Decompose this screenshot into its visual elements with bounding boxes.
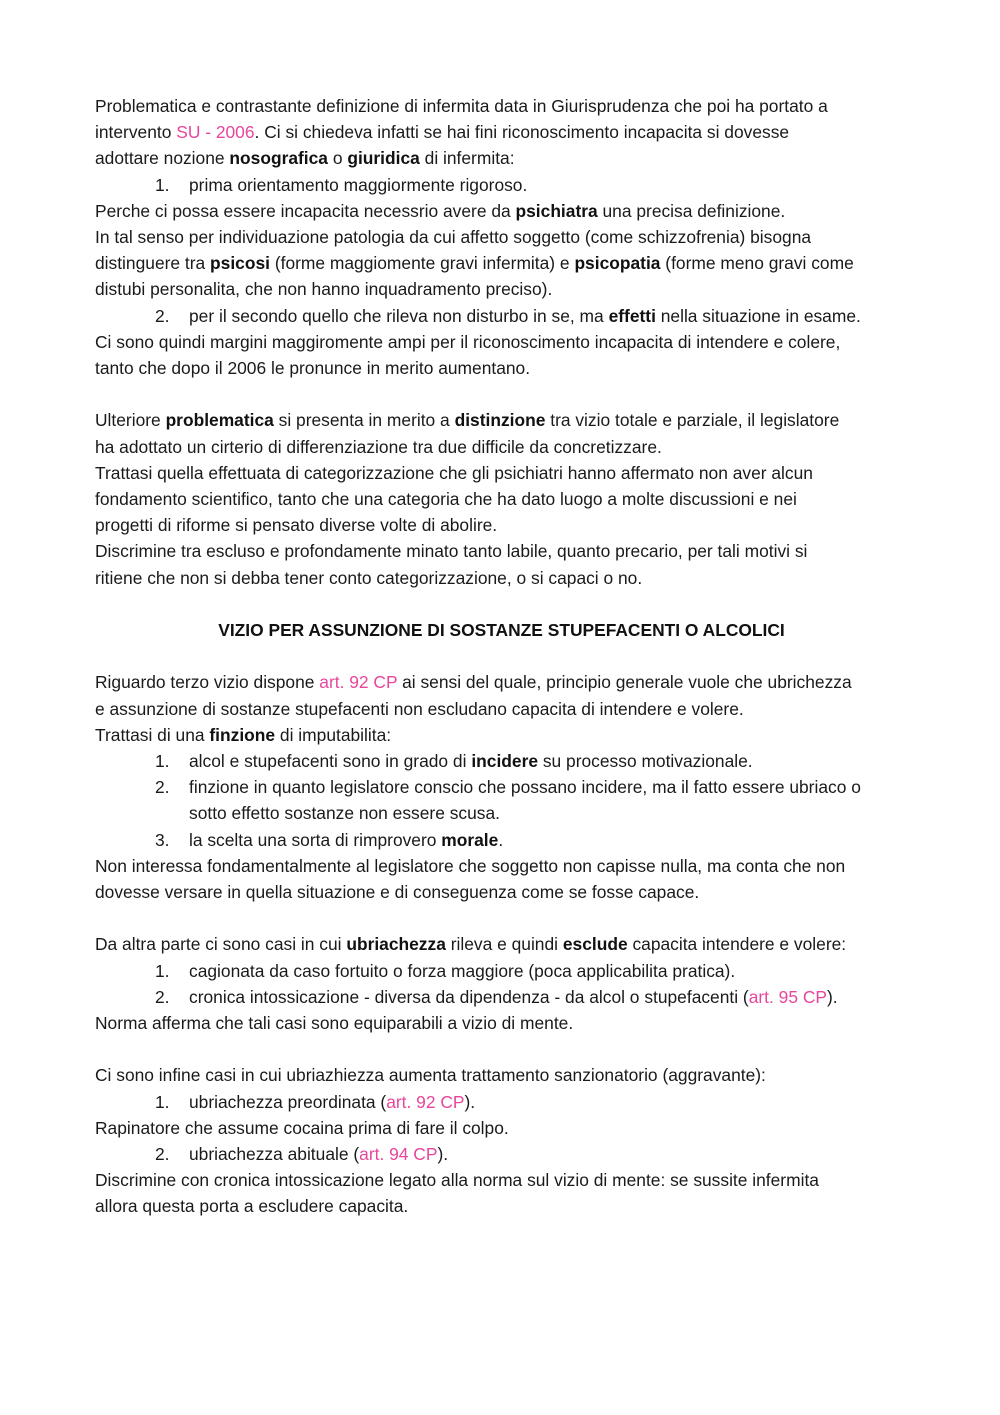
list-number: 2. xyxy=(155,1144,170,1165)
bold-term: psichiatra xyxy=(515,200,598,221)
list-number: 2. xyxy=(155,777,170,798)
list-item: 1. alcol e stupefacenti sono in grado di incidere su processo motivazionale. xyxy=(95,748,910,774)
blank-line xyxy=(95,905,910,931)
bold-term: incidere xyxy=(471,751,539,772)
text-line: adottare nozione nosografica o giuridica di infermita: xyxy=(95,148,515,169)
law-reference: art. 94 CP xyxy=(359,1144,438,1165)
text-line: Ci sono quindi margini maggiromente ampi per il riconoscimento incapacita di intendere e colere, xyxy=(95,331,841,352)
list-number: 3. xyxy=(155,829,170,850)
text-line: distinguere tra psicosi (forme maggiomente gravi infermita) e psicopatia (forme meno gravi come xyxy=(95,253,854,274)
text-line: Da altra parte ci sono casi in cui ubriachezza rileva e quindi esclude capacita intendere e volere: xyxy=(95,934,847,955)
text-line: Norma afferma che tali casi sono equiparabili a vizio di mente. xyxy=(95,1013,574,1034)
list-item: 1. prima orientamento maggiormente rigoroso. xyxy=(95,172,910,198)
text-line: allora questa porta a escludere capacita. xyxy=(95,1196,409,1217)
bold-term: giuridica xyxy=(347,148,420,169)
text-line: Ulteriore problematica si presenta in merito a distinzione tra vizio totale e parziale, il legislatore xyxy=(95,410,840,431)
text-line: Riguardo terzo vizio dispone art. 92 CP ai sensi del quale, principio generale vuole che ubrichezza xyxy=(95,672,852,693)
list-item: 2. finzione in quanto legislatore conscio che possano incidere, ma il fatto essere ubriaco o xyxy=(95,774,910,800)
text-line: tanto che dopo il 2006 le pronunce in merito aumentano. xyxy=(95,358,531,379)
text-line: Discrimine con cronica intossicazione legato alla norma sul vizio di mente: se sussite infermita xyxy=(95,1170,819,1191)
section-heading: VIZIO PER ASSUNZIONE DI SOSTANZE STUPEFACENTI O ALCOLICI xyxy=(218,620,785,641)
text-line: dovesse versare in quella situazione e di conseguenza come se fosse capace. xyxy=(95,882,700,903)
text-line: ha adottato un cirterio di differenziazione tra due difficile da concretizzare. xyxy=(95,436,662,457)
list-item: 1. cagionata da caso fortuito o forza maggiore (poca applicabilita pratica). xyxy=(95,958,910,984)
text-line: Non interessa fondamentalmente al legislatore che soggetto non capisse nulla, ma conta che non xyxy=(95,855,846,876)
list-number: 1. xyxy=(155,1091,170,1112)
list-number: 2. xyxy=(155,305,170,326)
list-number: 1. xyxy=(155,174,170,195)
bold-term: psicosi xyxy=(210,253,270,274)
text-line: Rapinatore che assume cocaina prima di fare il colpo. xyxy=(95,1117,509,1138)
bold-term: ubriachezza xyxy=(346,934,446,955)
list-item: 2. ubriachezza abituale (art. 94 CP). xyxy=(95,1141,910,1167)
blank-line xyxy=(95,591,910,617)
blank-line xyxy=(95,1036,910,1062)
text-line: ritiene che non si debba tener conto categorizzazione, o si capaci o no. xyxy=(95,567,643,588)
blank-line xyxy=(95,643,910,669)
bold-term: distinzione xyxy=(454,410,546,431)
text-line: progetti di riforme si pensato diverse volte di abolire. xyxy=(95,515,498,536)
text-line: Problematica e contrastante definizione di infermita data in Giurisprudenza che poi ha portato a xyxy=(95,96,828,116)
bold-term: effetti xyxy=(608,305,656,326)
law-reference: art. 92 CP xyxy=(386,1091,465,1112)
text-line: Perche ci possa essere incapacita necessrio avere da psichiatra una precisa definizione. xyxy=(95,200,786,221)
list-number: 2. xyxy=(155,986,170,1007)
text-line: intervento SU - 2006. Ci si chiedeva infatti se hai fini riconoscimento incapacita si dovesse xyxy=(95,122,790,143)
bold-term: finzione xyxy=(209,724,276,745)
list-item: 3. la scelta una sorta di rimprovero morale. xyxy=(95,827,910,853)
text-line: Trattasi quella effettuata di categorizzazione che gli psichiatri hanno affermato non aver alcun xyxy=(95,462,813,483)
list-item: 1. ubriachezza preordinata (art. 92 CP). xyxy=(95,1089,910,1115)
text-line: distubi personalita, che non hanno inquadramento preciso). xyxy=(95,279,553,300)
blank-line xyxy=(95,381,910,407)
text-line: In tal senso per individuazione patologia da cui affetto soggetto (come schizzofrenia) bisogna xyxy=(95,227,812,248)
list-item: 2. cronica intossicazione - diversa da dipendenza - da alcol o stupefacenti (art. 95 CP). xyxy=(95,984,910,1010)
text-line: fondamento scientifico, tanto che una categoria che ha dato luogo a molte discussioni e nei xyxy=(95,489,797,510)
list-number: 1. xyxy=(155,751,170,772)
law-reference: art. 95 CP xyxy=(748,986,828,1007)
document-page xyxy=(95,93,910,1220)
list-number: 1. xyxy=(155,960,170,981)
bold-term: esclude xyxy=(562,934,628,955)
text-line: e assunzione di sostanze stupefacenti non escludano capacita di intendere e volere. xyxy=(95,698,744,719)
bold-term: nosografica xyxy=(229,148,328,169)
bold-term: problematica xyxy=(165,410,274,431)
text-line: Trattasi di una finzione di imputabilita: xyxy=(95,724,392,745)
text-line: Discrimine tra escluso e profondamente minato tanto labile, quanto precario, per tali motivi si xyxy=(95,541,808,562)
bold-term: morale xyxy=(441,829,499,850)
text-line: Ci sono infine casi in cui ubriazhiezza aumenta trattamento sanzionatorio (aggravante): xyxy=(95,1065,766,1086)
bold-term: psicopatia xyxy=(574,253,661,274)
law-reference: art. 92 CP xyxy=(319,672,398,693)
law-reference: SU - 2006 xyxy=(176,122,255,143)
list-item: 2. per il secondo quello che rileva non disturbo in se, ma effetti nella situazione in esame. xyxy=(95,303,910,329)
list-item-continuation: sotto effetto sostanze non essere scusa. xyxy=(189,803,500,824)
